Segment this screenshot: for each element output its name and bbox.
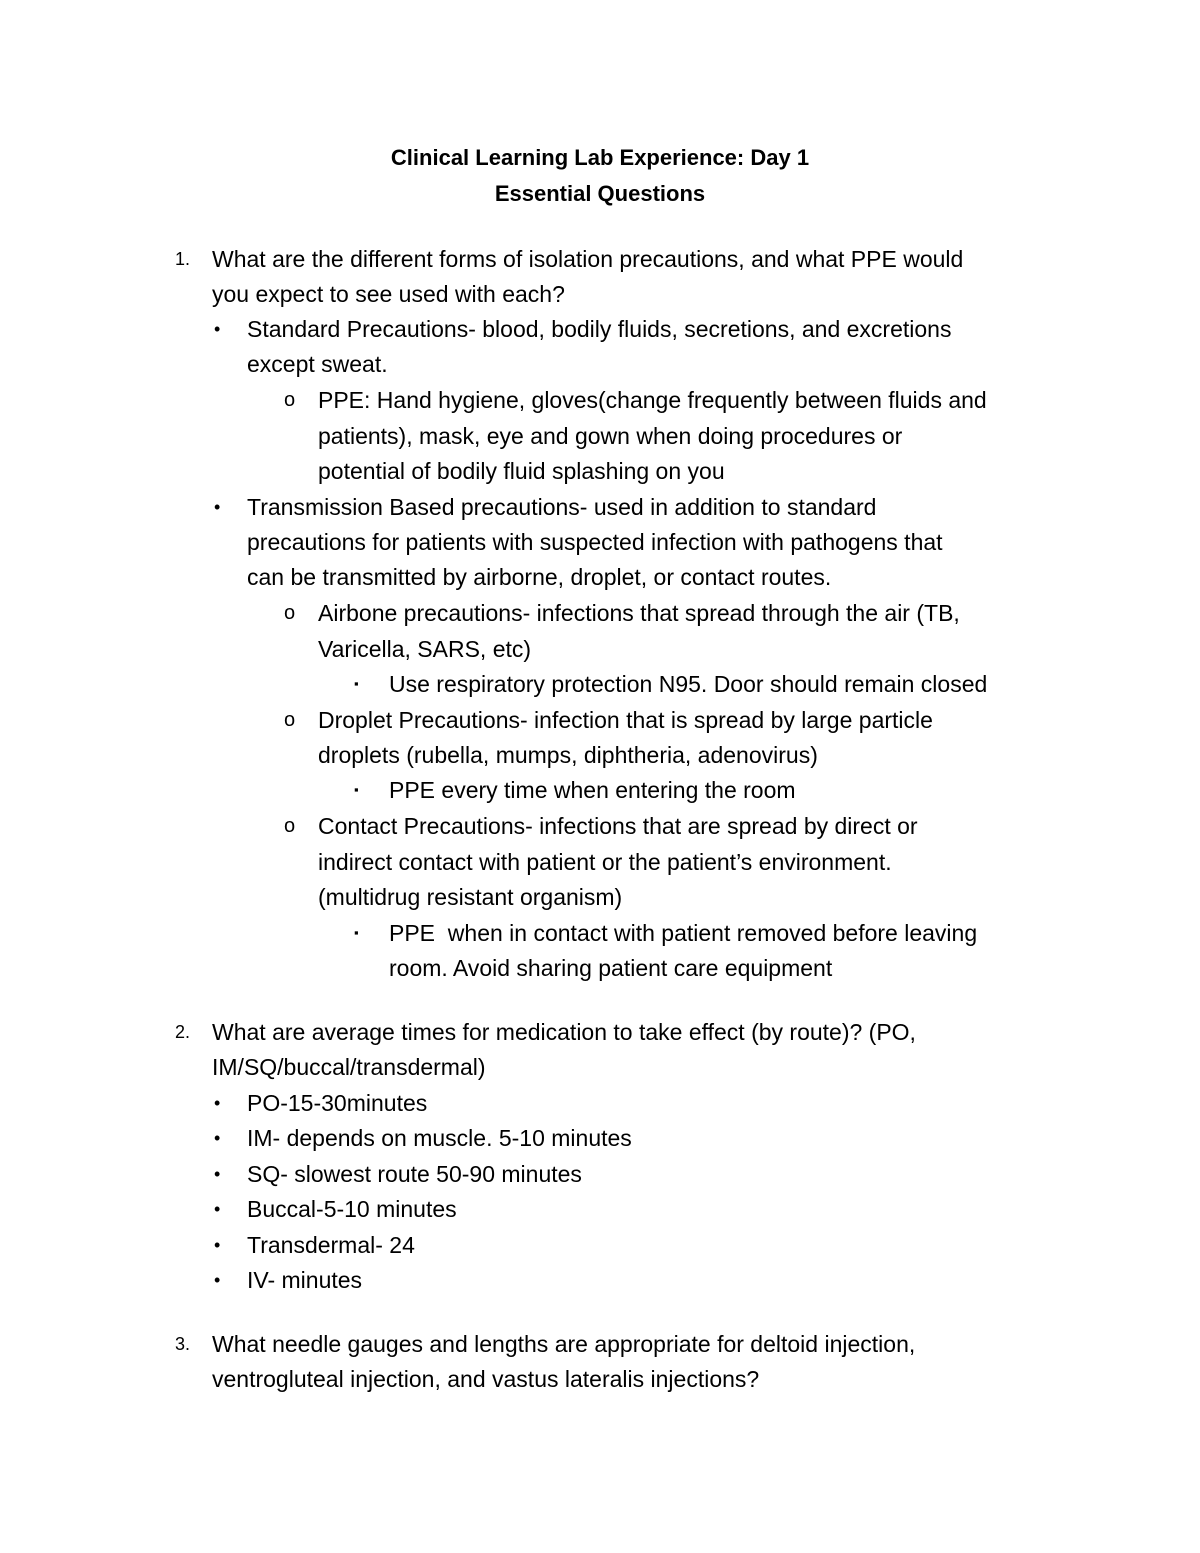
question-text-line: ventrogluteal injection, and vastus lateralis injections? [212, 1366, 760, 1392]
list-item-text: except sweat. [247, 351, 388, 377]
question-text-line: you expect to see used with each? [212, 281, 565, 307]
list-item-text: Transmission Based precautions- used in addition to standard [247, 494, 877, 520]
list-item-text: (multidrug resistant organism) [318, 884, 623, 910]
circle-bullet-icon: o [284, 815, 296, 837]
list-item-text: Airbone precautions- infections that spread through the air (TB, [318, 600, 960, 626]
square-bullet-icon: ▪ [354, 782, 359, 797]
question-text-line: What needle gauges and lengths are appropriate for deltoid injection, [212, 1331, 916, 1357]
list-item-text: Droplet Precautions- infection that is spread by large particle [318, 707, 933, 733]
question-text-line: IM/SQ/buccal/transdermal) [212, 1054, 486, 1080]
list-item-text: Buccal-5-10 minutes [247, 1196, 457, 1222]
bullet-icon: • [214, 319, 221, 339]
list-item-text: precautions for patients with suspected infection with pathogens that [247, 529, 943, 555]
list-item-text: can be transmitted by airborne, droplet, or contact routes. [247, 564, 832, 590]
bullet-icon: • [214, 1093, 221, 1113]
list-item-text: SQ- slowest route 50-90 minutes [247, 1161, 582, 1187]
list-item-text: Standard Precautions- blood, bodily fluids, secretions, and excretions [247, 316, 952, 342]
question-text-line: What are average times for medication to take effect (by route)? (PO, [212, 1019, 916, 1045]
list-item-text: patients), mask, eye and gown when doing procedures or [318, 423, 903, 449]
list-item-text: indirect contact with patient or the patient’s environment. [318, 849, 892, 875]
list-item-text: Contact Precautions- infections that are spread by direct or [318, 813, 918, 839]
bullet-icon: • [214, 1270, 221, 1290]
list-item-text: droplets (rubella, mumps, diphtheria, adenovirus) [318, 742, 818, 768]
list-item-text: PO-15-30minutes [247, 1090, 428, 1116]
list-item-text: IV- minutes [247, 1267, 363, 1293]
document-subtitle: Essential Questions [494, 181, 706, 206]
question-number: 1. [175, 249, 191, 269]
list-item-text: PPE every time when entering the room [389, 777, 796, 803]
circle-bullet-icon: o [284, 602, 296, 624]
question-number: 3. [175, 1334, 191, 1354]
bullet-icon: • [214, 1199, 221, 1219]
circle-bullet-icon: o [284, 389, 296, 411]
bullet-icon: • [214, 497, 221, 517]
question-text-line: What are the different forms of isolation precautions, and what PPE would [212, 246, 964, 272]
bullet-icon: • [214, 1235, 221, 1255]
question-number: 2. [175, 1022, 191, 1042]
list-item-text: room. Avoid sharing patient care equipment [389, 955, 833, 981]
square-bullet-icon: ▪ [354, 925, 359, 940]
document-header [0, 140, 1200, 212]
list-item-text: IM- depends on muscle. 5-10 minutes [247, 1125, 632, 1151]
list-item-text: Transdermal- 24 [247, 1232, 415, 1258]
document-title: Clinical Learning Lab Experience: Day 1 [390, 145, 810, 170]
square-bullet-icon: ▪ [354, 676, 359, 691]
list-item-text: potential of bodily fluid splashing on you [318, 458, 725, 484]
list-item-text: Varicella, SARS, etc) [318, 636, 532, 662]
list-item-text: PPE: Hand hygiene, gloves(change frequently between fluids and [318, 387, 987, 413]
bullet-icon: • [214, 1164, 221, 1184]
circle-bullet-icon: o [284, 709, 296, 731]
list-item-text: Use respiratory protection N95. Door should remain closed [389, 671, 988, 697]
bullet-icon: • [214, 1128, 221, 1148]
list-item-text: PPE when in contact with patient removed before leaving [389, 920, 978, 946]
